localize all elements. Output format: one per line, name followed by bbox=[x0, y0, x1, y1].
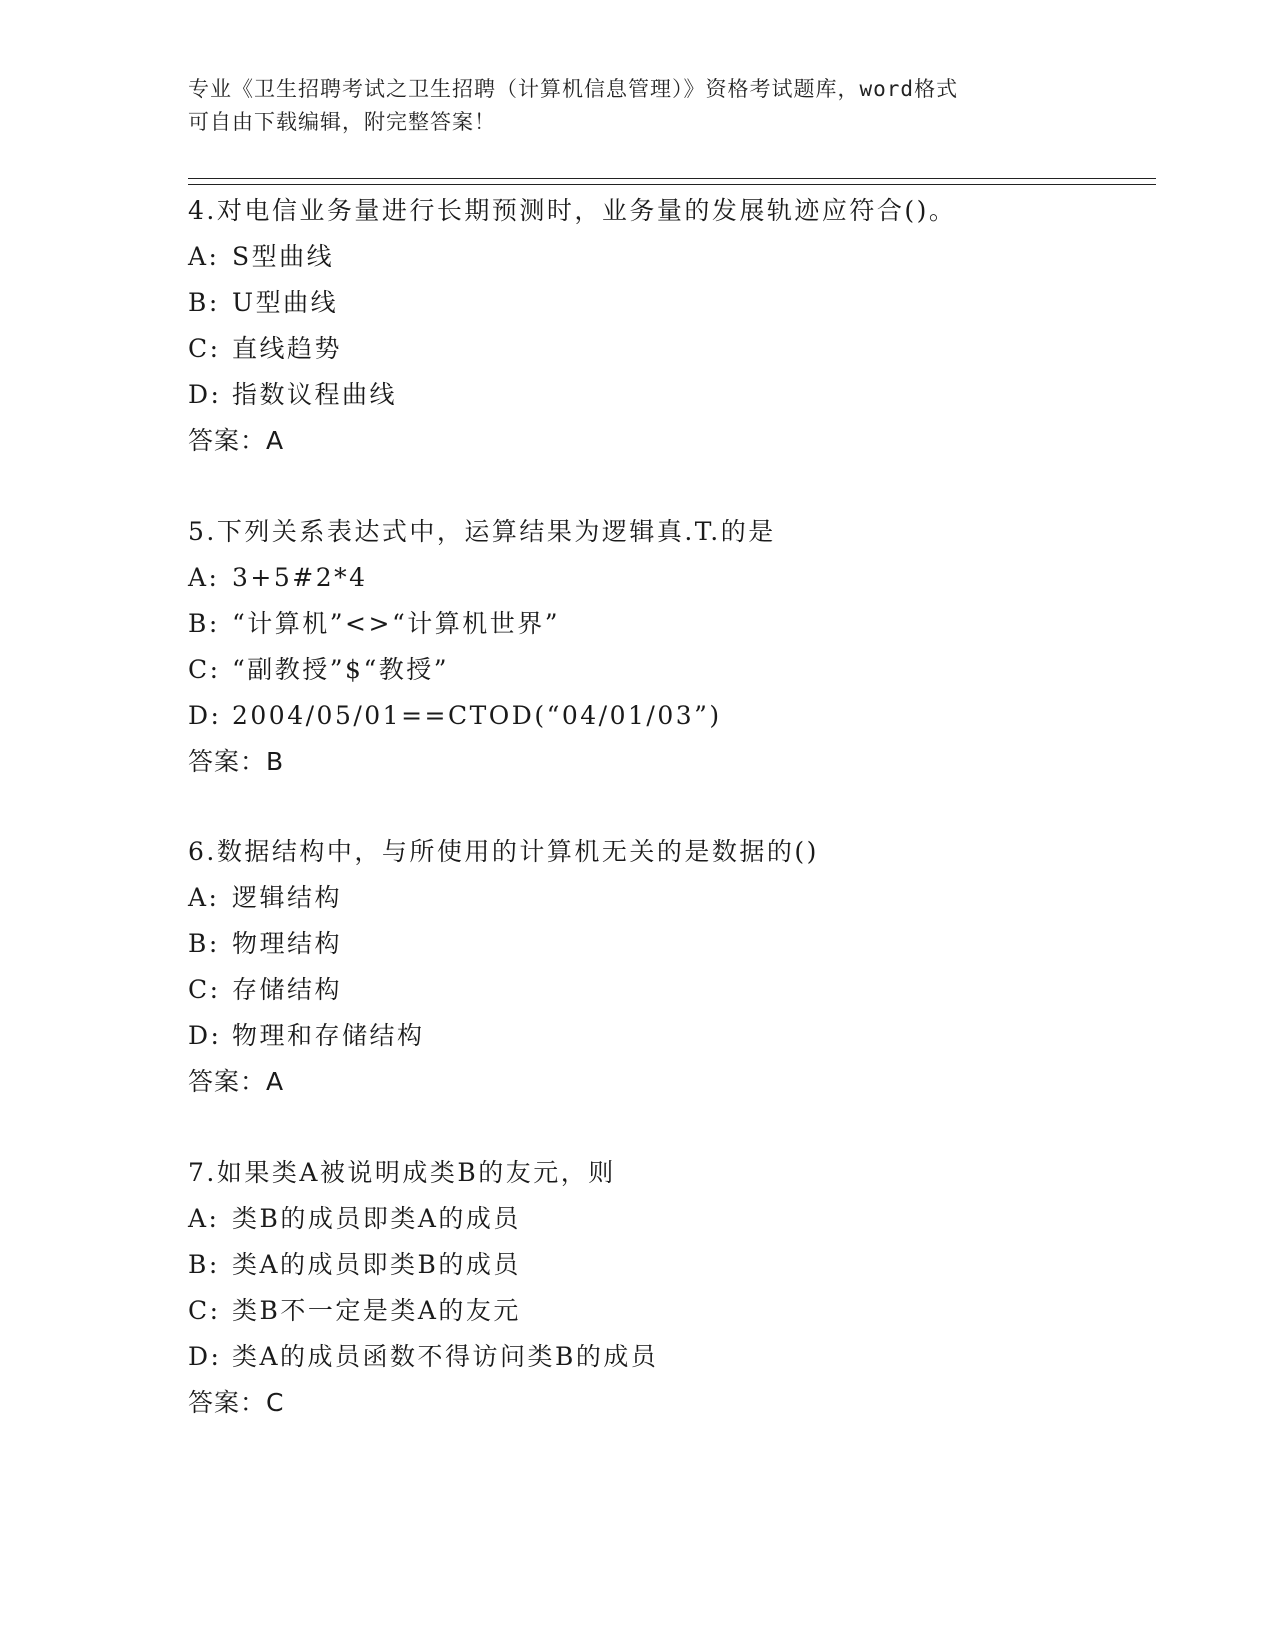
question-text: 6.数据结构中，与所使用的计算机无关的是数据的() bbox=[188, 837, 819, 866]
header-divider-bottom bbox=[188, 184, 1156, 185]
question-text: 4.对电信业务量进行长期预测时，业务量的发展轨迹应符合()。 bbox=[188, 196, 957, 225]
answer-line: 答案：A bbox=[188, 426, 285, 455]
header-line-2: 可自由下载编辑，附完整答案！ bbox=[188, 110, 496, 134]
option-c bbox=[188, 1288, 1148, 1334]
question-block bbox=[188, 1150, 1148, 1426]
option-text: 类A的成员函数不得访问类B的成员 bbox=[232, 1342, 659, 1371]
header-line-1: 专业《卫生招聘考试之卫生招聘（计算机信息管理）》资格考试题库，word格式 bbox=[188, 77, 959, 101]
option-text: 类A的成员即类B的成员 bbox=[232, 1250, 521, 1279]
option-text: 存储结构 bbox=[232, 975, 343, 1004]
option-key: C: bbox=[188, 1296, 221, 1325]
answer-line: 答案：C bbox=[188, 1388, 285, 1417]
option-text: 逻辑结构 bbox=[232, 883, 343, 912]
option-key: A: bbox=[188, 242, 220, 271]
option-text: “计算机”<>“计算机世界” bbox=[232, 609, 561, 638]
option-key: B: bbox=[188, 929, 220, 958]
header-divider-top bbox=[188, 178, 1156, 179]
option-text: U型曲线 bbox=[232, 288, 339, 317]
option-a bbox=[188, 1196, 1148, 1242]
option-text: 3+5#2*4 bbox=[232, 563, 368, 592]
option-key: B: bbox=[188, 609, 220, 638]
option-key: C: bbox=[188, 975, 221, 1004]
option-d bbox=[188, 693, 1148, 739]
option-a bbox=[188, 875, 1148, 921]
option-a bbox=[188, 234, 1148, 280]
option-text: 物理结构 bbox=[232, 929, 343, 958]
option-key: B: bbox=[188, 288, 220, 317]
option-text: 2004/05/01==CTOD(“04/01/03”) bbox=[232, 701, 722, 730]
option-text: 物理和存储结构 bbox=[232, 1021, 425, 1050]
question-block bbox=[188, 188, 1148, 464]
option-key: D: bbox=[188, 1342, 222, 1371]
option-d bbox=[188, 372, 1148, 418]
option-key: A: bbox=[188, 883, 220, 912]
option-text: 类B的成员即类A的成员 bbox=[232, 1204, 521, 1233]
option-text: 类B不一定是类A的友元 bbox=[232, 1296, 521, 1325]
option-text: 指数议程曲线 bbox=[232, 380, 398, 409]
document-header bbox=[188, 73, 1088, 139]
option-text: 直线趋势 bbox=[232, 334, 343, 363]
option-b bbox=[188, 280, 1148, 326]
question-text: 7.如果类A被说明成类B的友元，则 bbox=[188, 1158, 616, 1187]
option-text: S型曲线 bbox=[232, 242, 335, 271]
answer-line: 答案：A bbox=[188, 1067, 285, 1096]
option-key: D: bbox=[188, 1021, 222, 1050]
option-key: A: bbox=[188, 1204, 220, 1233]
option-b bbox=[188, 921, 1148, 967]
option-key: C: bbox=[188, 334, 221, 363]
option-key: A: bbox=[188, 563, 220, 592]
option-a bbox=[188, 555, 1148, 601]
option-b bbox=[188, 601, 1148, 647]
option-b bbox=[188, 1242, 1148, 1288]
option-c bbox=[188, 647, 1148, 693]
question-block bbox=[188, 509, 1148, 785]
option-key: D: bbox=[188, 380, 222, 409]
option-d bbox=[188, 1334, 1148, 1380]
option-c bbox=[188, 967, 1148, 1013]
answer-line: 答案：B bbox=[188, 747, 285, 776]
question-block bbox=[188, 829, 1148, 1105]
question-text: 5.下列关系表达式中，运算结果为逻辑真.T.的是 bbox=[188, 517, 776, 546]
option-key: B: bbox=[188, 1250, 220, 1279]
option-key: D: bbox=[188, 701, 222, 730]
option-c bbox=[188, 326, 1148, 372]
option-key: C: bbox=[188, 655, 221, 684]
option-text: “副教授”$“教授” bbox=[232, 655, 450, 684]
option-d bbox=[188, 1013, 1148, 1059]
